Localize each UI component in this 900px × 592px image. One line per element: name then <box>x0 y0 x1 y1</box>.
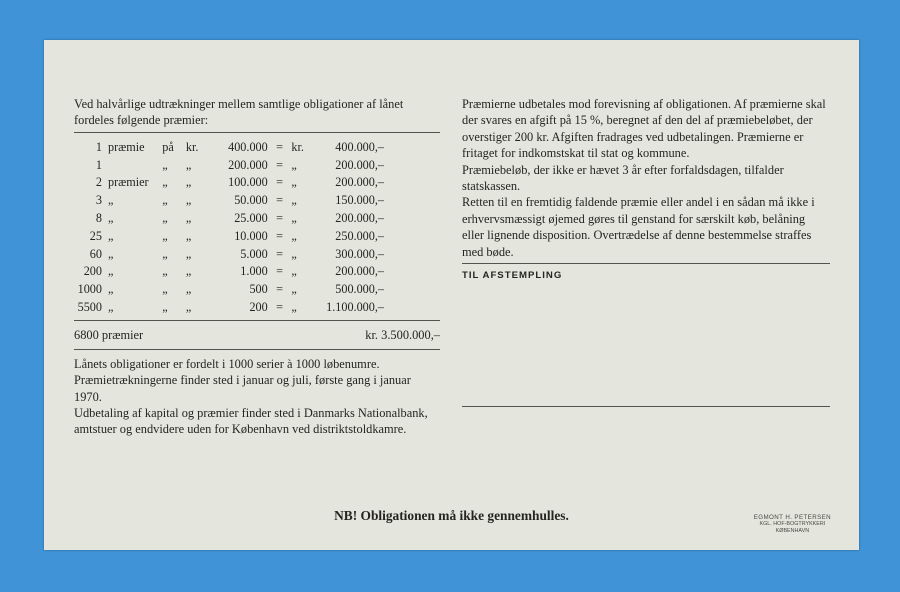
prize-row <box>74 228 384 246</box>
prize-kr2: „ <box>291 228 297 243</box>
sum-count: 6800 præmier <box>74 327 144 342</box>
prize-amount: 25.000 <box>234 211 268 225</box>
printer-city: KØBENHAVN <box>775 527 810 534</box>
prize-kr1: „ <box>185 264 192 279</box>
prize-label: „ <box>107 246 114 261</box>
prize-eq: = <box>276 246 283 261</box>
intro-text: Ved halvårlige udtrækninger mellem samtlige obligationer af lånet fordeles følgende præmier: <box>74 97 404 128</box>
divider-top <box>74 132 440 133</box>
prize-label: „ <box>107 211 114 225</box>
prize-pa: „ <box>162 211 168 225</box>
prize-kr1: „ <box>185 228 192 243</box>
prize-amount: 100.000 <box>228 175 268 190</box>
prize-kr1: „ <box>185 157 192 172</box>
prize-total: 200.000,– <box>335 211 384 225</box>
prize-row <box>74 281 384 299</box>
prize-amount: 200 <box>249 299 268 314</box>
prize-kr2: „ <box>291 282 297 297</box>
prize-total: 200.000,– <box>335 157 384 172</box>
prize-pa: „ <box>162 299 168 314</box>
prize-kr1: „ <box>185 175 192 190</box>
prize-total: 500.000,– <box>335 282 384 297</box>
prize-row <box>74 157 384 175</box>
rights-text: Retten til en fremtidig faldende præmie eller andel i en sådan må ikke i erhvervsmæssigt øjemed gøres til genstand for særskilt køb, belåning eller lignende disposition. Overtrædelse af denne bestemmelse straffes med bøde. <box>462 195 815 259</box>
prize-count: 1 <box>95 157 102 172</box>
prize-total: 200.000,– <box>335 264 384 279</box>
divider-stamp-bottom <box>462 406 830 407</box>
prize-amount: 400.000 <box>228 139 268 154</box>
printer-title: KGL. HOF-BOGTRYKKERI <box>759 521 826 528</box>
prize-pa: på <box>162 139 174 154</box>
prize-total: 300.000,– <box>335 246 384 261</box>
prize-eq: = <box>276 193 283 208</box>
perforation-warning: NB! Obligationen må ikke gennemhulles. <box>334 508 569 523</box>
prize-pa: „ <box>162 228 168 243</box>
prize-kr1: „ <box>185 211 192 225</box>
prize-total: 400.000,– <box>335 139 384 154</box>
prize-amount: 50.000 <box>234 193 268 208</box>
prize-total: 250.000,– <box>335 228 384 243</box>
payment-text: Udbetaling af kapital og præmier finder sted i Danmarks Nationalbank, amtstuer og endvidere uden for København ved distriktstoldkamre. <box>74 406 428 437</box>
prize-label: „ <box>107 299 114 314</box>
prize-label: „ <box>107 193 114 208</box>
prize-label <box>102 157 162 175</box>
prize-kr2: „ <box>291 299 297 314</box>
prize-kr2: „ <box>291 157 297 172</box>
prize-table <box>74 139 384 317</box>
expiry-text: Præmiebeløb, der ikke er hævet 3 år efter forfaldsdagen, tilfalder statskassen. <box>462 162 784 194</box>
prize-row <box>74 139 384 157</box>
divider-stamp-top <box>462 263 830 264</box>
prize-row <box>74 263 384 281</box>
prize-amount: 10.000 <box>234 228 268 243</box>
prize-total: 1.100.000,– <box>326 299 384 314</box>
prize-total: 200.000,– <box>335 175 384 190</box>
prize-amount: 1.000 <box>240 264 268 279</box>
prize-kr1: „ <box>185 299 192 314</box>
prize-amount: 5.000 <box>240 246 268 261</box>
prize-kr2: „ <box>291 175 297 190</box>
sum-row <box>74 327 440 343</box>
prize-amount: 200.000 <box>228 157 268 172</box>
prize-row <box>74 246 384 264</box>
prize-row <box>74 192 384 210</box>
prize-eq: = <box>276 139 283 154</box>
prize-eq: = <box>276 157 283 172</box>
prize-eq: = <box>276 299 283 314</box>
right-column <box>462 96 830 413</box>
prize-kr1: „ <box>185 193 192 208</box>
prize-label: præmier <box>107 175 149 190</box>
prize-label: „ <box>107 264 114 279</box>
prize-count: 1000 <box>77 282 102 297</box>
prize-kr2: „ <box>291 246 297 261</box>
sum-total: kr. 3.500.000,– <box>365 327 440 342</box>
prize-label: „ <box>107 282 114 297</box>
prize-kr1: „ <box>185 246 192 261</box>
prize-kr2: kr. <box>291 139 304 154</box>
prize-row <box>74 210 384 228</box>
series-text: Lånets obligationer er fordelt i 1000 serier à 1000 løbenumre. Præmietrækningerne finder sted i januar og juli, første gang i januar 1970. <box>74 356 411 404</box>
prize-eq: = <box>276 175 283 190</box>
prize-kr1: kr. <box>185 139 199 154</box>
prize-kr2: „ <box>291 211 297 225</box>
prize-eq: = <box>276 264 283 279</box>
prize-row <box>74 299 384 317</box>
prize-count: 8 <box>95 211 102 225</box>
bond-card <box>44 40 859 550</box>
stamp-area <box>462 281 830 403</box>
prize-count: 3 <box>95 193 102 208</box>
prize-pa: „ <box>162 157 168 172</box>
prize-pa: „ <box>162 175 168 190</box>
prize-kr1: „ <box>185 282 192 297</box>
stamp-label: TIL AFSTEMPLING <box>462 270 563 282</box>
prize-pa: „ <box>162 246 168 261</box>
prize-count: 25 <box>89 228 102 243</box>
prize-pa: „ <box>162 282 168 297</box>
prize-label: præmie <box>107 139 145 154</box>
prize-count: 1 <box>95 139 102 154</box>
printer-imprint <box>754 515 831 534</box>
prize-row <box>74 174 384 192</box>
prize-amount: 500 <box>249 282 268 297</box>
prize-count: 200 <box>83 264 102 279</box>
prize-count: 2 <box>95 175 102 190</box>
prize-eq: = <box>276 211 283 225</box>
prize-count: 5500 <box>77 299 102 314</box>
prize-eq: = <box>276 282 283 297</box>
prize-kr2: „ <box>291 193 297 208</box>
prize-pa: „ <box>162 193 168 208</box>
prize-kr2: „ <box>291 264 297 279</box>
prize-label: „ <box>107 228 114 243</box>
payout-text: Præmierne udbetales mod forevisning af obligationen. Af præmierne skal der svares en afgift på 15 %, beregnet af den del af præmiebeløbet, der overstiger 200 kr. Afgiften fradrages ved udbetalingen. Præmierne er fritaget for indkomstskat til stat og kommune. <box>462 97 826 161</box>
divider-bottom <box>74 349 440 350</box>
divider-sum <box>74 320 440 321</box>
prize-total: 150.000,– <box>335 193 384 208</box>
prize-pa: „ <box>162 264 168 279</box>
printer-name: EGMONT H. PETERSEN <box>753 514 831 521</box>
left-column <box>74 96 440 438</box>
prize-count: 60 <box>89 246 102 261</box>
prize-eq: = <box>276 228 283 243</box>
